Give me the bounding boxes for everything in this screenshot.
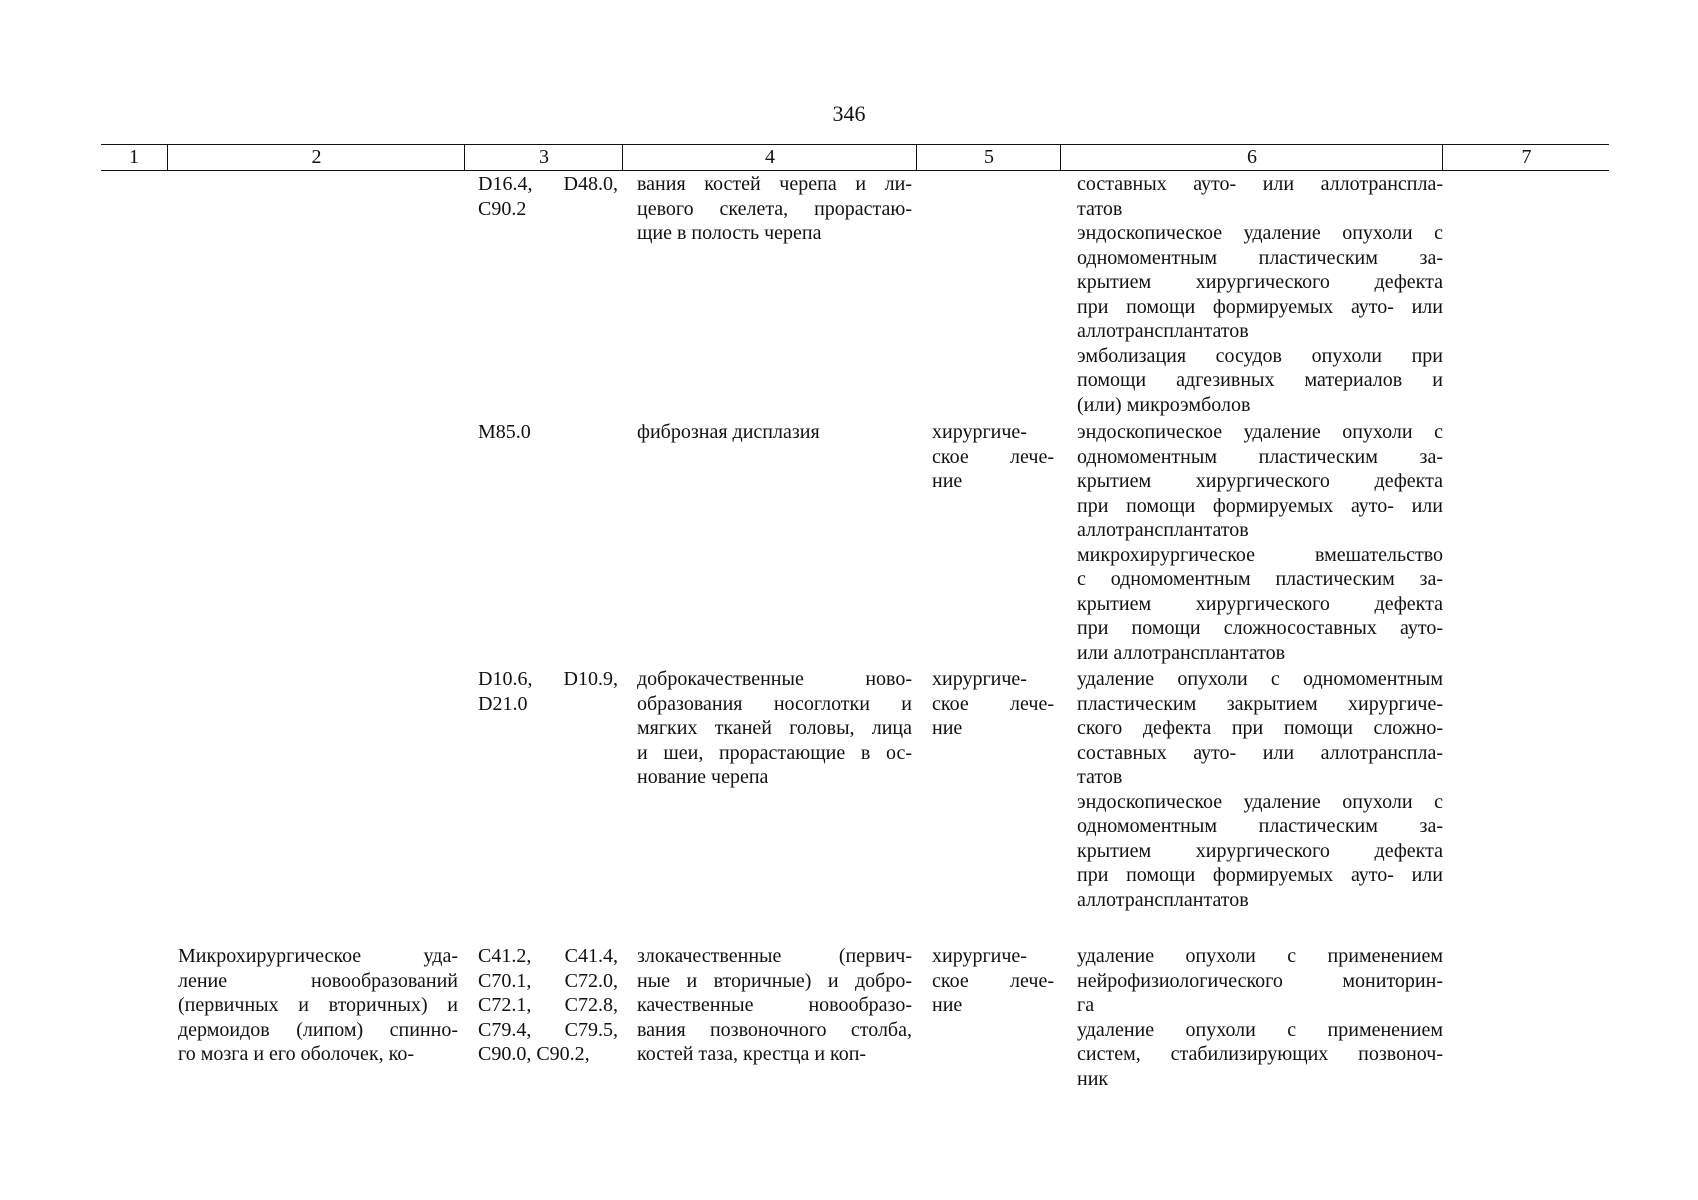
table-cell-column-6 <box>1077 420 1443 665</box>
page-number: 346 <box>832 101 866 126</box>
cell-line: C70.1, C72.0, <box>478 969 618 992</box>
cell-line: при помощи формируемых ауто- или <box>1077 864 1443 886</box>
cell-line: D10.6, D10.9, <box>478 668 618 690</box>
cell-line: удаление опухоли с применением <box>1077 1018 1443 1041</box>
cell-line: цевого скелета, прорастаю- <box>637 197 912 220</box>
cell-line: ского дефекта при помощи сложно- <box>1077 717 1443 739</box>
table-cell-column-3 <box>478 944 618 1067</box>
cell-line: ское лече- <box>932 445 1054 468</box>
cell-line: нование черепа <box>637 766 769 788</box>
cell-line: хирургиче- <box>932 421 1027 443</box>
cell-line: крытием хирургического дефекта <box>1077 839 1443 862</box>
cell-line: крытием хирургического дефекта <box>1077 470 1443 492</box>
cell-line: ние <box>932 717 963 739</box>
table-cell-column-3 <box>478 420 618 445</box>
cell-line: (или) микроэмболов <box>1077 393 1251 416</box>
header-col-6: 6 <box>1060 145 1443 170</box>
cell-line: ние <box>932 470 963 492</box>
table-cell-column-6 <box>1077 172 1443 417</box>
cell-line: пластическим закрытием хирургиче- <box>1077 692 1443 715</box>
cell-line: ные и вторичные) и добро- <box>637 969 912 992</box>
table-cell-column-5 <box>932 667 1054 741</box>
cell-line: и шеи, прорастающие в ос- <box>637 741 912 764</box>
cell-line: одномоментным пластическим за- <box>1077 815 1443 837</box>
cell-line: C90.2 <box>478 197 527 220</box>
table-cell-column-6 <box>1077 667 1443 912</box>
cell-line: с одномоментным пластическим за- <box>1077 568 1443 590</box>
cell-line: D21.0 <box>478 692 528 715</box>
cell-line: го мозга и его оболочек, ко- <box>178 1043 415 1065</box>
header-col-7: 7 <box>1442 145 1610 170</box>
cell-line: дермоидов (липом) спинно- <box>178 1018 458 1041</box>
cell-line: составных ауто- или аллотранспла- <box>1077 173 1443 195</box>
cell-line: ние <box>932 994 963 1016</box>
cell-line: щие в полость черепа <box>637 222 822 244</box>
cell-line: (первичных и вторичных) и <box>178 994 458 1016</box>
cell-line: эндоскопическое удаление опухоли с <box>1077 222 1443 244</box>
table-cell-column-4 <box>637 944 912 1067</box>
cell-line: или аллотрансплантатов <box>1077 641 1286 664</box>
cell-line: при помощи формируемых ауто- или <box>1077 295 1443 318</box>
cell-line: Микрохирургическое уда- <box>178 945 458 967</box>
cell-line: эндоскопическое удаление опухоли с <box>1077 790 1443 813</box>
table-cell-column-5 <box>932 420 1054 494</box>
cell-line: фиброзная дисплазия <box>637 421 820 443</box>
header-col-2: 2 <box>167 145 465 170</box>
cell-line: хирургиче- <box>932 668 1027 690</box>
cell-line: микрохирургическое вмешательство <box>1077 543 1443 566</box>
cell-line: ское лече- <box>932 969 1054 992</box>
table-cell-column-3 <box>478 172 618 221</box>
cell-line: ник <box>1077 1067 1109 1090</box>
cell-line: одномоментным пластическим за- <box>1077 445 1443 468</box>
cell-line: аллотрансплантатов <box>1077 320 1249 342</box>
cell-line: нейрофизиологического мониторин- <box>1077 969 1443 992</box>
cell-line: эндоскопическое удаление опухоли с <box>1077 421 1443 443</box>
cell-line: C72.1, C72.8, <box>478 994 618 1016</box>
cell-line: удаление опухоли с применением <box>1077 945 1443 967</box>
header-col-1: 1 <box>129 146 139 168</box>
table-cell-column-5 <box>932 944 1054 1018</box>
header-col-5: 5 <box>916 145 1061 170</box>
cell-line: ское лече- <box>932 692 1054 715</box>
cell-line: крытием хирургического дефекта <box>1077 592 1443 615</box>
table-cell-column-4 <box>637 420 912 445</box>
cell-line: M85.0 <box>478 421 531 443</box>
cell-line: помощи адгезивных материалов и <box>1077 369 1443 391</box>
header-col-4: 4 <box>622 145 917 170</box>
cell-line: одномоментным пластическим за- <box>1077 246 1443 269</box>
table-cell-column-3 <box>478 667 618 716</box>
cell-line: татов <box>1077 766 1123 788</box>
cell-line: при помощи сложносоставных ауто- <box>1077 617 1443 639</box>
cell-line: аллотрансплантатов <box>1077 519 1249 541</box>
cell-line: злокачественные (первич- <box>637 945 912 967</box>
table-cell-column-2 <box>178 944 458 1067</box>
cell-line: крытием хирургического дефекта <box>1077 271 1443 293</box>
table-header-row <box>101 144 1609 171</box>
table-cell-column-4 <box>637 667 912 790</box>
cell-line: татов <box>1077 197 1123 220</box>
cell-line: ление новообразований <box>178 969 458 992</box>
cell-line: D16.4, D48.0, <box>478 173 618 195</box>
table-cell-column-4 <box>637 172 912 246</box>
cell-line: C90.0, C90.2, <box>478 1043 590 1065</box>
cell-line: C79.4, C79.5, <box>478 1018 618 1041</box>
table-cell-column-6 <box>1077 944 1443 1091</box>
cell-line: составных ауто- или аллотранспла- <box>1077 741 1443 764</box>
cell-line: удаление опухоли с одномоментным <box>1077 668 1443 690</box>
cell-line: хирургиче- <box>932 945 1027 967</box>
cell-line: качественные новообразо- <box>637 994 912 1016</box>
header-col-3: 3 <box>464 145 623 170</box>
cell-line: аллотрансплантатов <box>1077 888 1249 911</box>
cell-line: га <box>1077 994 1095 1016</box>
cell-line: костей таза, крестца и коп- <box>637 1043 867 1065</box>
cell-line: образования носоглотки и <box>637 692 912 715</box>
cell-line: вания позвоночного столба, <box>637 1018 912 1041</box>
cell-line: при помощи формируемых ауто- или <box>1077 494 1443 517</box>
cell-line: систем, стабилизирующих позвоноч- <box>1077 1043 1443 1065</box>
cell-line: C41.2, C41.4, <box>478 945 618 967</box>
cell-line: эмболизация сосудов опухоли при <box>1077 344 1443 367</box>
cell-line: мягких тканей головы, лица <box>637 717 912 739</box>
cell-line: доброкачественные ново- <box>637 668 912 690</box>
cell-line: вания костей черепа и ли- <box>637 173 912 195</box>
